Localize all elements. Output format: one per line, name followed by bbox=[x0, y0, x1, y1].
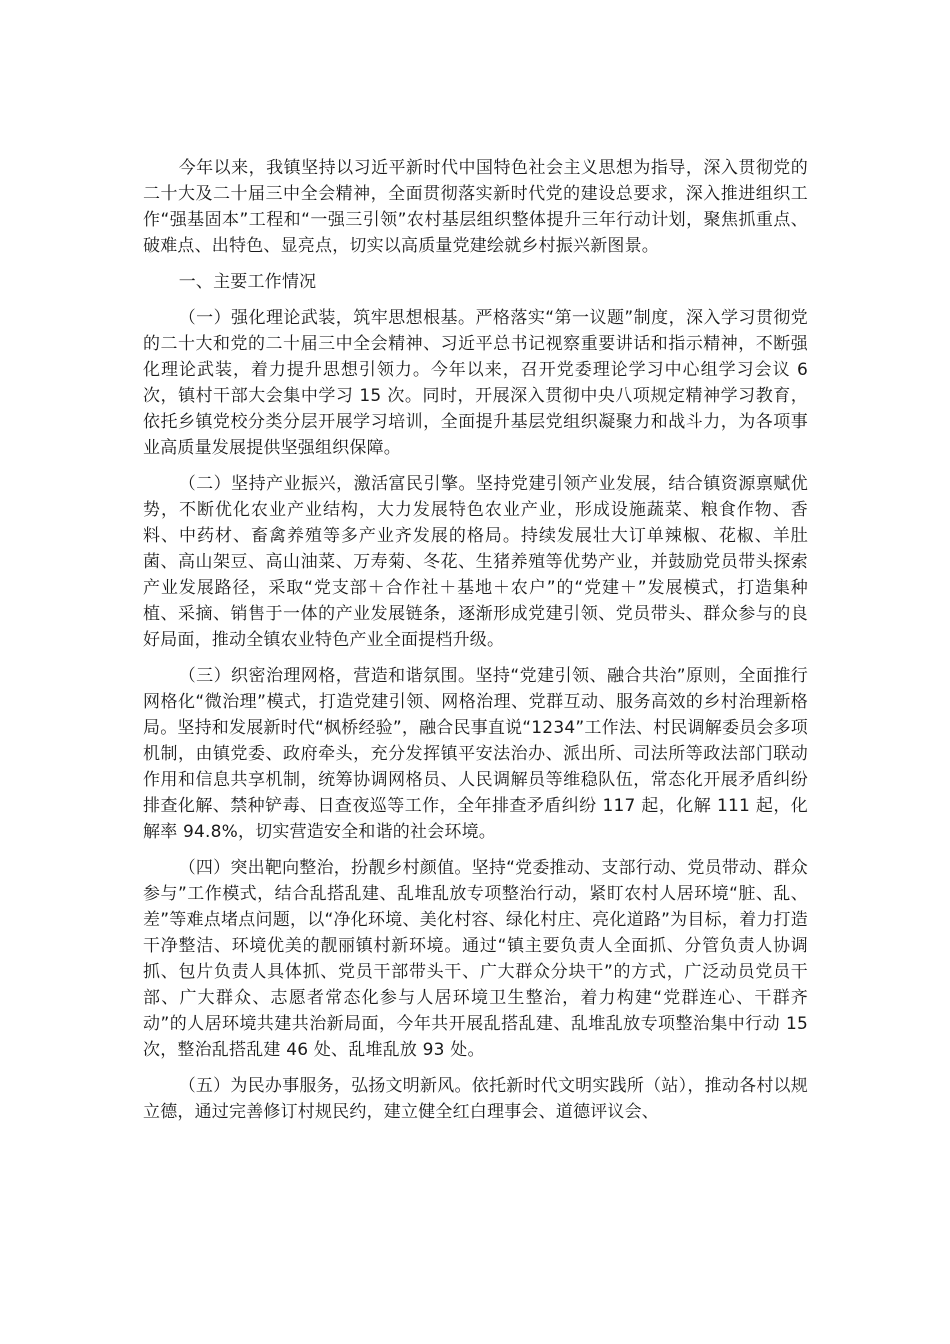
paragraph-5: （五）为民办事服务，弘扬文明新风。依托新时代文明实践所（站），推动各村以规立德，通过完善修订村规民约，建立健全红白理事会、道德评议会、 bbox=[143, 1076, 808, 1122]
paragraph-3: （三）织密治理网格，营造和谐氛围。坚持“党建引领、融合共治”原则，全面推行网格化“微治理”模式，打造党建引领、网格治理、党群互动、服务高效的乡村治理新格局。坚持和发展新时代“枫桥经验”，融合民事直说“1234”工作法、村民调解委员会多项机制，由镇党委、政府牵头，充分发挥镇平安法治办、派出所、司法所等政法部门联动作用和信息共享机制，统筹协调网格员、人民调解员等维稳队伍，常态化开展矛盾纠纷排查化解、禁种铲毒、日查夜巡等工作，全年排查矛盾纠纷 117 起，化解 111 起，化解率 94.8%，切实营造安全和谐的社会环境。 bbox=[143, 666, 808, 842]
paragraph-1: （一）强化理论武装，筑牢思想根基。严格落实“第一议题”制度，深入学习贯彻党的二十大和党的二十届三中全会精神、习近平总书记视察重要讲话和指示精神，不断强化理论武装，着力提升思想引领力。今年以来，召开党委理论学习中心组学习会议 6 次，镇村干部大会集中学习 15 次。同时，开展深入贯彻中央八项规定精神学习教育，依托乡镇党校分类分层开展学习培训，全面提升基层党组织凝聚力和战斗力，为各项事业高质量发展提供坚强组织保障。 bbox=[143, 308, 808, 458]
paragraph-4: （四）突出靶向整治，扮靓乡村颜值。坚持“党委推动、支部行动、党员带动、群众参与”工作模式，结合乱搭乱建、乱堆乱放专项整治行动，紧盯农村人居环境“脏、乱、差”等难点堵点问题，以“净化环境、美化村容、绿化村庄、亮化道路”为目标，着力打造干净整洁、环境优美的靓丽镇村新环境。通过“镇主要负责人全面抓、分管负责人协调抓、包片负责人具体抓、党员干部带头干、广大群众分块干”的方式，广泛动员党员干部、广大群众、志愿者常态化参与人居环境卫生整治，着力构建“党群连心、干群齐动”的人居环境共建共治新局面，今年共开展乱搭乱建、乱堆乱放专项整治集中行动 15 次，整治乱搭乱建 46 处、乱堆乱放 93 处。 bbox=[143, 858, 808, 1060]
paragraph-2: （二）坚持产业振兴，激活富民引擎。坚持党建引领产业发展，结合镇资源禀赋优势，不断优化农业产业结构，大力发展特色农业产业，形成设施蔬菜、粮食作物、香料、中药材、畜禽养殖等多产业齐发展的格局。持续发展壮大订单辣椒、花椒、羊肚菌、高山架豆、高山油菜、万寿菊、冬花、生猪养殖等优势产业，并鼓励党员带头探索产业发展路径，采取“党支部＋合作社＋基地＋农户”的“党建＋”发展模式，打造集种植、采摘、销售于一体的产业发展链条，逐渐形成党建引领、党员带头、群众参与的良好局面，推动全镇农业特色产业全面提档升级。 bbox=[143, 474, 808, 650]
intro-paragraph: 今年以来，我镇坚持以习近平新时代中国特色社会主义思想为指导，深入贯彻党的二十大及二十届三中全会精神，全面贯彻落实新时代党的建设总要求，深入推进组织工作“强基固本”工程和“一强三引领”农村基层组织整体提升三年行动计划，聚焦抓重点、破难点、出特色、显亮点，切实以高质量党建绘就乡村振兴新图景。 bbox=[143, 158, 808, 256]
section-heading: 一、主要工作情况 bbox=[178, 272, 317, 292]
document-page bbox=[143, 155, 808, 1135]
